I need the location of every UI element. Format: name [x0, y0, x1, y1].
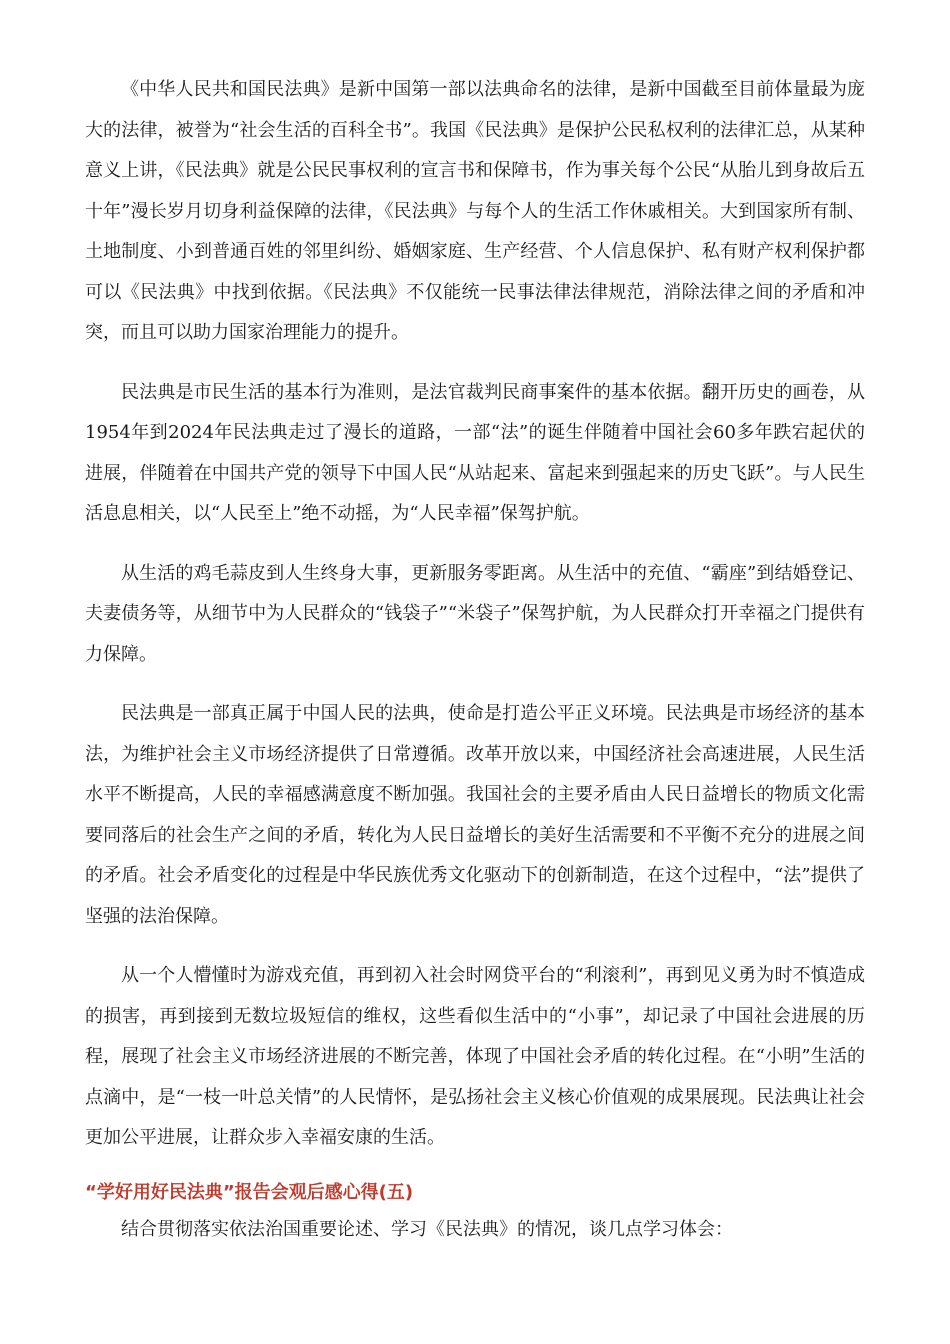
body-paragraph-4: 民法典是一部真正属于中国人民的法典，使命是打造公平正义环境。民法典是市场经济的基本法，为维护社会主义市场经济提供了日常遵循。改革开放以来，中国经济社会高速进展，人民生活水平不断提高，人民的幸福感满意度不断加强。我国社会的主要矛盾由人民日益增长的物质文化需要同落后的社会生产之间的矛盾，转化为人民日益增长的美好生活需要和不平衡不充分的进展之间的矛盾。社会矛盾变化的过程是中华民族优秀文化驱动下的创新制造，在这个过程中，“法”提供了坚强的法治保障。: [85, 703, 865, 927]
section-heading: “学好用好民法典”报告会观后感心得(五): [85, 1181, 414, 1203]
body-paragraph-1: 《中华人民共和国民法典》是新中国第一部以法典命名的法律，是新中国截至目前体量最为庞大的法律，被誉为“社会生活的百科全书”。我国《民法典》是保护公民私权利的法律汇总，从某种意义上讲，《民法典》就是公民民事权利的宣言书和保障书，作为事关每个公民“从胎儿到身故后五十年”漫长岁月切身利益保障的法律，《民法典》与每个人的生活工作休戚相关。大到国家所有制、土地制度、小到普通百姓的邻里纠纷、婚姻家庭、生产经营、个人信息保护、私有财产权利保护都可以《民法典》中找到依据。《民法典》不仅能统一民事法律法律规范，消除法律之间的矛盾和冲突，而且可以助力国家治理能力的提升。: [85, 79, 865, 343]
body-paragraph-2: 民法典是市民生活的基本行为准则，是法官裁判民商事案件的基本依据。翻开历史的画卷，从1954年到2024年民法典走过了漫长的道路，一部“法”的诞生伴随着中国社会60多年跌宕起伏的进展，伴随着在中国共产党的领导下中国人民“从站起来、富起来到强起来的历史飞跃”。与人民生活息息相关，以“人民至上”绝不动摇，为“人民幸福”保驾护航。: [85, 381, 865, 524]
body-paragraph-3: 从生活的鸡毛蒜皮到人生终身大事，更新服务零距离。从生活中的充值、“霸座”到结婚登记、夫妻债务等，从细节中为人民群众的“钱袋子”“米袋子”保驾护航，为人民群众打开幸福之门提供有力保障。: [85, 562, 865, 665]
body-paragraph-6: 结合贯彻落实依法治国重要论述、学习《民法典》的情况，谈几点学习体会：: [121, 1218, 733, 1240]
document-page: [85, 70, 865, 1269]
body-paragraph-5: 从一个人懵懂时为游戏充值，再到初入社会时网贷平台的“利滚利”，再到见义勇为时不慎造成的损害，再到接到无数垃圾短信的维权，这些看似生活中的“小事”，却记录了中国社会进展的历程，展现了社会主义市场经济进展的不断完善，体现了中国社会矛盾的转化过程。在“小明”生活的点滴中，是“一枝一叶总关情”的人民情怀，是弘扬社会主义核心价值观的成果展现。民法典让社会更加公平进展，让群众步入幸福安康的生活。: [85, 965, 865, 1148]
